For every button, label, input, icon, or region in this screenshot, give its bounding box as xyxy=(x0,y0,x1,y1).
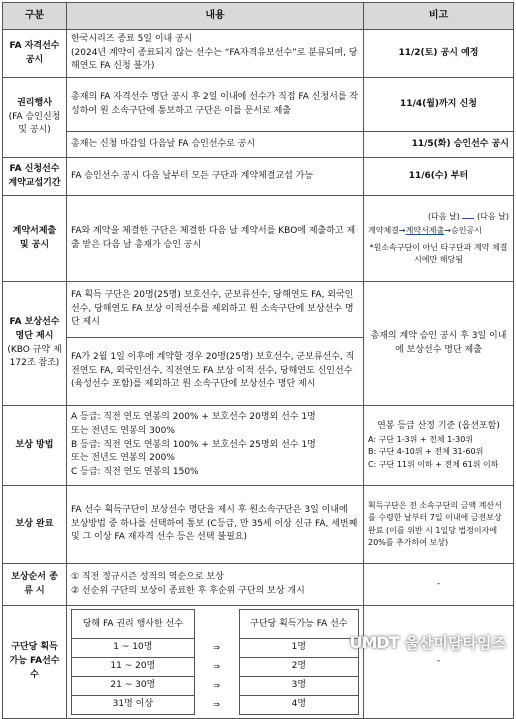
table-row-comp-list-a xyxy=(3,282,514,338)
header-note: 비고 xyxy=(364,3,514,30)
arrow-right-icon: ⇒ xyxy=(213,642,220,652)
note-negotiation: 11/6(수) 부터 xyxy=(364,158,514,196)
arrow-right-icon: → xyxy=(398,226,406,236)
note-comp-method: 연봉 등급 산정 기준 (옵션포함) A: 구단 1-3위 + 전체 1-30위 B: 구단 4-10위 + 전체 31-60위 C: 구단 11위 이하 + 전체 61위 이하 xyxy=(364,406,514,486)
table-row-fa-notice xyxy=(3,30,514,78)
table-row-negotiation xyxy=(3,158,514,196)
table-row: 1 ~ 10명 ⇒ 1명 xyxy=(72,639,359,658)
category-negotiation: FA 신청선수 계약교섭기간 xyxy=(3,158,67,196)
table-header-row xyxy=(3,3,514,30)
watermark-logo: UMDT xyxy=(349,633,399,652)
note-fa-notice: 11/2(토) 공시 예정 xyxy=(364,30,514,78)
note-flow-top: (다음 날) (다음 날) xyxy=(427,211,509,221)
content-rights-b: 총재는 신청 마감일 다음날 FA 승인선수로 공시 xyxy=(67,132,364,158)
content-acquirable xyxy=(67,606,364,719)
table-row: 21 ~ 30명 ⇒ 3명 xyxy=(72,677,359,696)
content-rights-a: 총재의 FA 자격선수 명단 공시 후 2일 이내에 선수가 직접 FA 신청서를 작성하여 원 소속구단에 통보하고 구단은 이를 문서로 제출 xyxy=(67,78,364,132)
acquirable-subtable xyxy=(71,609,359,715)
table-row: 31명 이상 ⇒ 4명 xyxy=(72,696,359,715)
table-row-rights-a xyxy=(3,78,514,132)
note-rights-b: 11/5(화) 승인선수 공시 xyxy=(364,132,514,158)
content-negotiation: FA 승인선수 공시 다음 날부터 모든 구단과 계약체결교섭 가능 xyxy=(67,158,364,196)
content-fa-notice: 한국시리즈 종료 5일 이내 공시 (2024년 계약이 종료되지 않는 선수는 “FA자격유보선수”로 분류되며, 당해연도 FA 신청 불가) xyxy=(67,30,364,78)
table-row: 11 ~ 20명 ⇒ 2명 xyxy=(72,658,359,677)
note-rights-a: 11/4(월)까지 신청 xyxy=(364,78,514,132)
arrow-right-icon: ⇒ xyxy=(213,699,220,709)
note-order: - xyxy=(364,564,514,606)
category-comp-method: 보상 방법 xyxy=(3,406,67,486)
subtable-header-b: 구단당 획득가능 FA 선수 xyxy=(239,610,358,639)
category-fa-notice: FA 자격선수 공시 xyxy=(3,30,67,78)
category-comp-list: FA 보상선수 명단 제시 (KBO 규약 제172조 참조) xyxy=(3,282,67,406)
note-comp-list: 총재의 계약 승인 공시 후 3일 이내에 보상선수 명단 제출 xyxy=(364,282,514,406)
category-acquirable: 구단당 획득가능 FA선수 수 xyxy=(3,606,67,719)
content-comp-method: A 등급: 직전 연도 연봉의 200% + 보호선수 20명외 선수 1명 또는 전년도 연봉의 300% B 등급: 직전 연도 연봉의 100% + 보호선수 25명외 선수 1명 또는 전년도 연봉의 200% C 등급: 직전 연도 연봉의 150% xyxy=(67,406,364,486)
content-order: ① 직전 정규시즌 성적의 역순으로 보상 ② 선순위 구단의 보상이 종료한 후 후순위 구단의 보상 개시 xyxy=(67,564,364,606)
table-row-rights-b xyxy=(3,132,514,158)
table-row-order xyxy=(3,564,514,606)
header-content: 내용 xyxy=(67,3,364,30)
note-comp-complete: 획득구단은 전 소속구단의 금액 계산서를 수령한 날부터 7일 이내에 금전보상 완료 (이를 위반 시 1일당 법정이자에 20%를 추가하여 보상) xyxy=(364,486,514,564)
subtable-header-a: 당해 FA 권리 행사한 선수 xyxy=(72,610,195,639)
table-row-acquirable xyxy=(3,606,514,719)
category-contract-submit: 계약서제출 및 공시 xyxy=(3,196,67,282)
note-footnote: *원소속구단이 아닌 타구단과 계약 체결 시에만 해당됨 xyxy=(369,242,508,264)
arrow-right-icon: → xyxy=(444,226,451,236)
table-row-contract-submit xyxy=(3,196,514,282)
content-comp-list-b: FA가 2월 1일 이후에 계약할 경우 20명(25명) 보호선수, 군보류선수, 직전연도 FA, 외국인선수, 직전연도 FA 보상 이적 선수, 당해연도 신인선수(육성선수 포함)를 제외하고 원 소속구단에 보상선수 명단 제시 xyxy=(67,338,364,406)
content-comp-list-a: FA 획득 구단은 20명(25명) 보호선수, 군보류선수, 당해연도 FA, 외국인선수, 당해연도 FA 보상 이적선수를 제외하고 원 소속구단에 보상선수 명단 제시 xyxy=(67,282,364,338)
arrow-right-icon: ⇒ xyxy=(213,680,220,690)
header-category: 구분 xyxy=(3,3,67,30)
note-acquirable: - xyxy=(364,606,514,719)
category-rights: 권리행사 (FA 승인신청 및 공시) xyxy=(3,78,67,158)
fa-rules-table xyxy=(2,2,514,719)
note-contract-submit xyxy=(364,196,514,282)
content-contract-submit: FA와 계약을 체결한 구단은 체결한 다음 날 계약서를 KBO에 제출하고 제출 받은 다음 날 총재가 승인 공시 xyxy=(67,196,364,282)
flow-marker xyxy=(462,218,474,219)
note-flow-diagram: 계약체결→계약서제출→승인공시 xyxy=(368,226,482,236)
watermark-text: 울산미담타임즈 xyxy=(404,634,506,652)
watermark xyxy=(349,632,506,653)
category-order: 보상순서 종류 시 xyxy=(3,564,67,606)
table-row-comp-method xyxy=(3,406,514,486)
subtable-header-row xyxy=(72,610,359,639)
category-comp-complete: 보상 완료 xyxy=(3,486,67,564)
content-comp-complete: FA 선수 획득구단이 보상선수 명단을 제시 후 원소속구단은 3일 이내에 보상방법 중 하나를 선택하여 통보 (C등급, 만 35세 이상 신규 FA, 세번째 및 그 이상 FA 재자격 선수 등은 선택 불필요) xyxy=(67,486,364,564)
arrow-right-icon: ⇒ xyxy=(213,661,220,671)
table-row-comp-complete xyxy=(3,486,514,564)
